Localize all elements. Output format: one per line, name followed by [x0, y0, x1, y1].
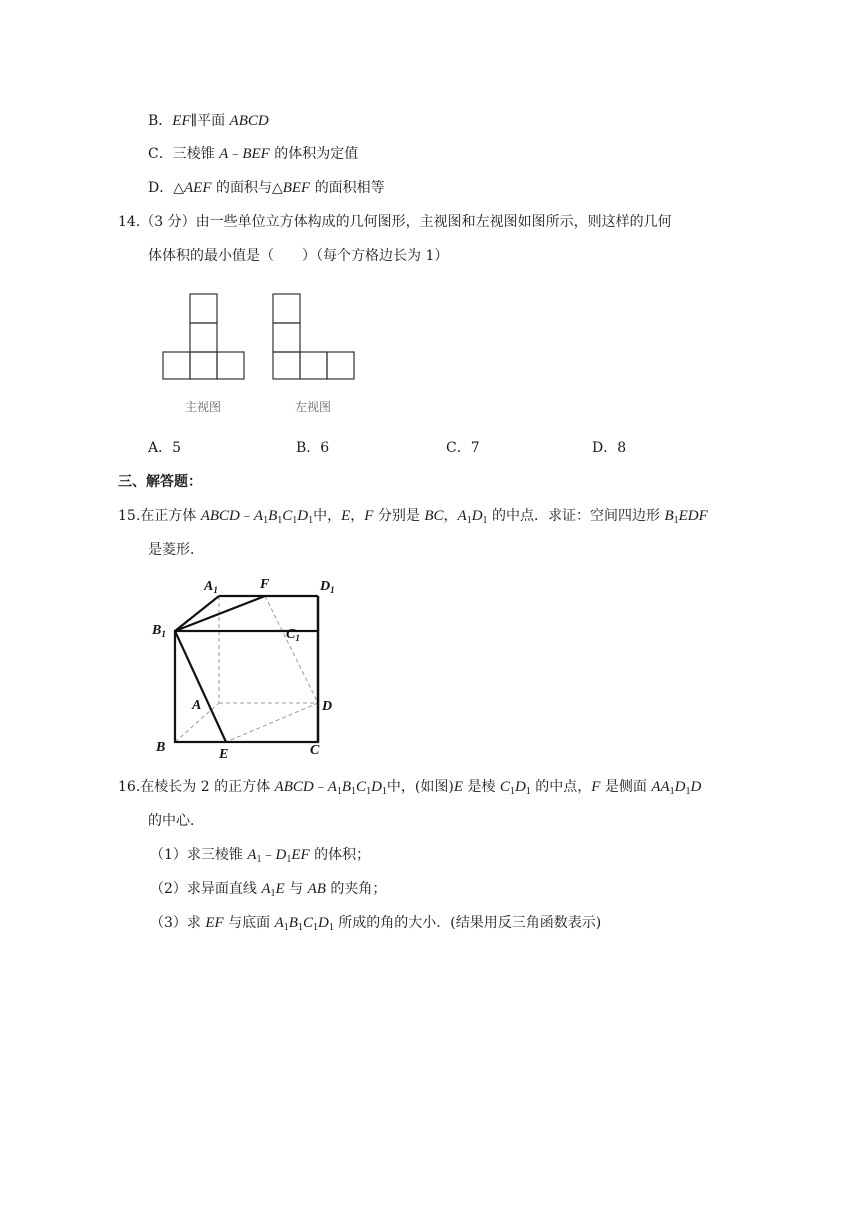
q14-option-c: C．7 [446, 440, 480, 456]
q13-option-d: D．△AEF 的面积与△BEF 的面积相等 [148, 180, 385, 196]
left-view-grid [273, 294, 354, 379]
q16-subquestion-1: （1）求三棱锥 $A_1﹣D_1EF$ 的体积； [150, 847, 371, 865]
q14-option-b: B．6 [296, 440, 330, 456]
q15-text-line2: 是菱形． [148, 542, 204, 558]
label-c1: $C_1$ [286, 627, 300, 643]
label-e: E [219, 747, 229, 762]
label-b1: $B_1$ [152, 623, 166, 639]
front-view-grid [163, 294, 244, 379]
q13-option-b: B．EF∥平面 ABCD [148, 113, 269, 129]
q14-text-line1: 14.（3 分）由一些单位立方体构成的几何图形，主视图和左视图如图所示，则这样的几何 [118, 214, 672, 230]
q15-text-line1: 15.在正方体 $ABCD﹣A_1B_1C_1D_1$中，E，F 分别是 BC，$A_1D_1$ 的中点．求证：空间四边形 $B_1EDF$ [118, 508, 708, 526]
q16-subquestion-2: （2）求异面直线 $A_1E$ 与 AB 的夹角； [150, 881, 387, 899]
label-b: B [156, 740, 166, 755]
q14-text-line2: 体体积的最小值是（ ）（每个方格边长为 1） [148, 248, 449, 264]
front-view-label: 主视图 [185, 400, 222, 414]
q15-cube-figure [150, 572, 350, 764]
q16-text-line1: 16.在棱长为 2 的正方体 $ABCD﹣A_1B_1C_1D_1$中，(如图)E 是棱 $C_1D_1$ 的中点，F 是侧面 $AA_1D_1D$ [118, 779, 702, 797]
label-a1: $A_1$ [204, 579, 218, 595]
q14-option-a: A．5 [148, 440, 182, 456]
section-title: 三、解答题： [118, 474, 202, 490]
hidden-edges [175, 596, 318, 742]
q13-option-c: C．三棱锥 A﹣BEF 的体积为定值 [148, 146, 359, 162]
label-d1: $D_1$ [320, 579, 335, 595]
q16-text-line2: 的中心． [148, 813, 204, 829]
label-d: D [322, 699, 333, 714]
q14-option-d: D．8 [592, 440, 627, 456]
visible-edges [175, 596, 318, 742]
q14-views-figure [155, 290, 370, 420]
left-view-label: 左视图 [295, 400, 332, 414]
label-c: C [310, 743, 320, 758]
q16-subquestion-3: （3）求 EF 与底面 $A_1B_1C_1D_1$ 所成的角的大小．(结果用反三角函数表示) [150, 915, 602, 933]
label-a: A [192, 698, 202, 713]
label-f: F [260, 577, 270, 592]
